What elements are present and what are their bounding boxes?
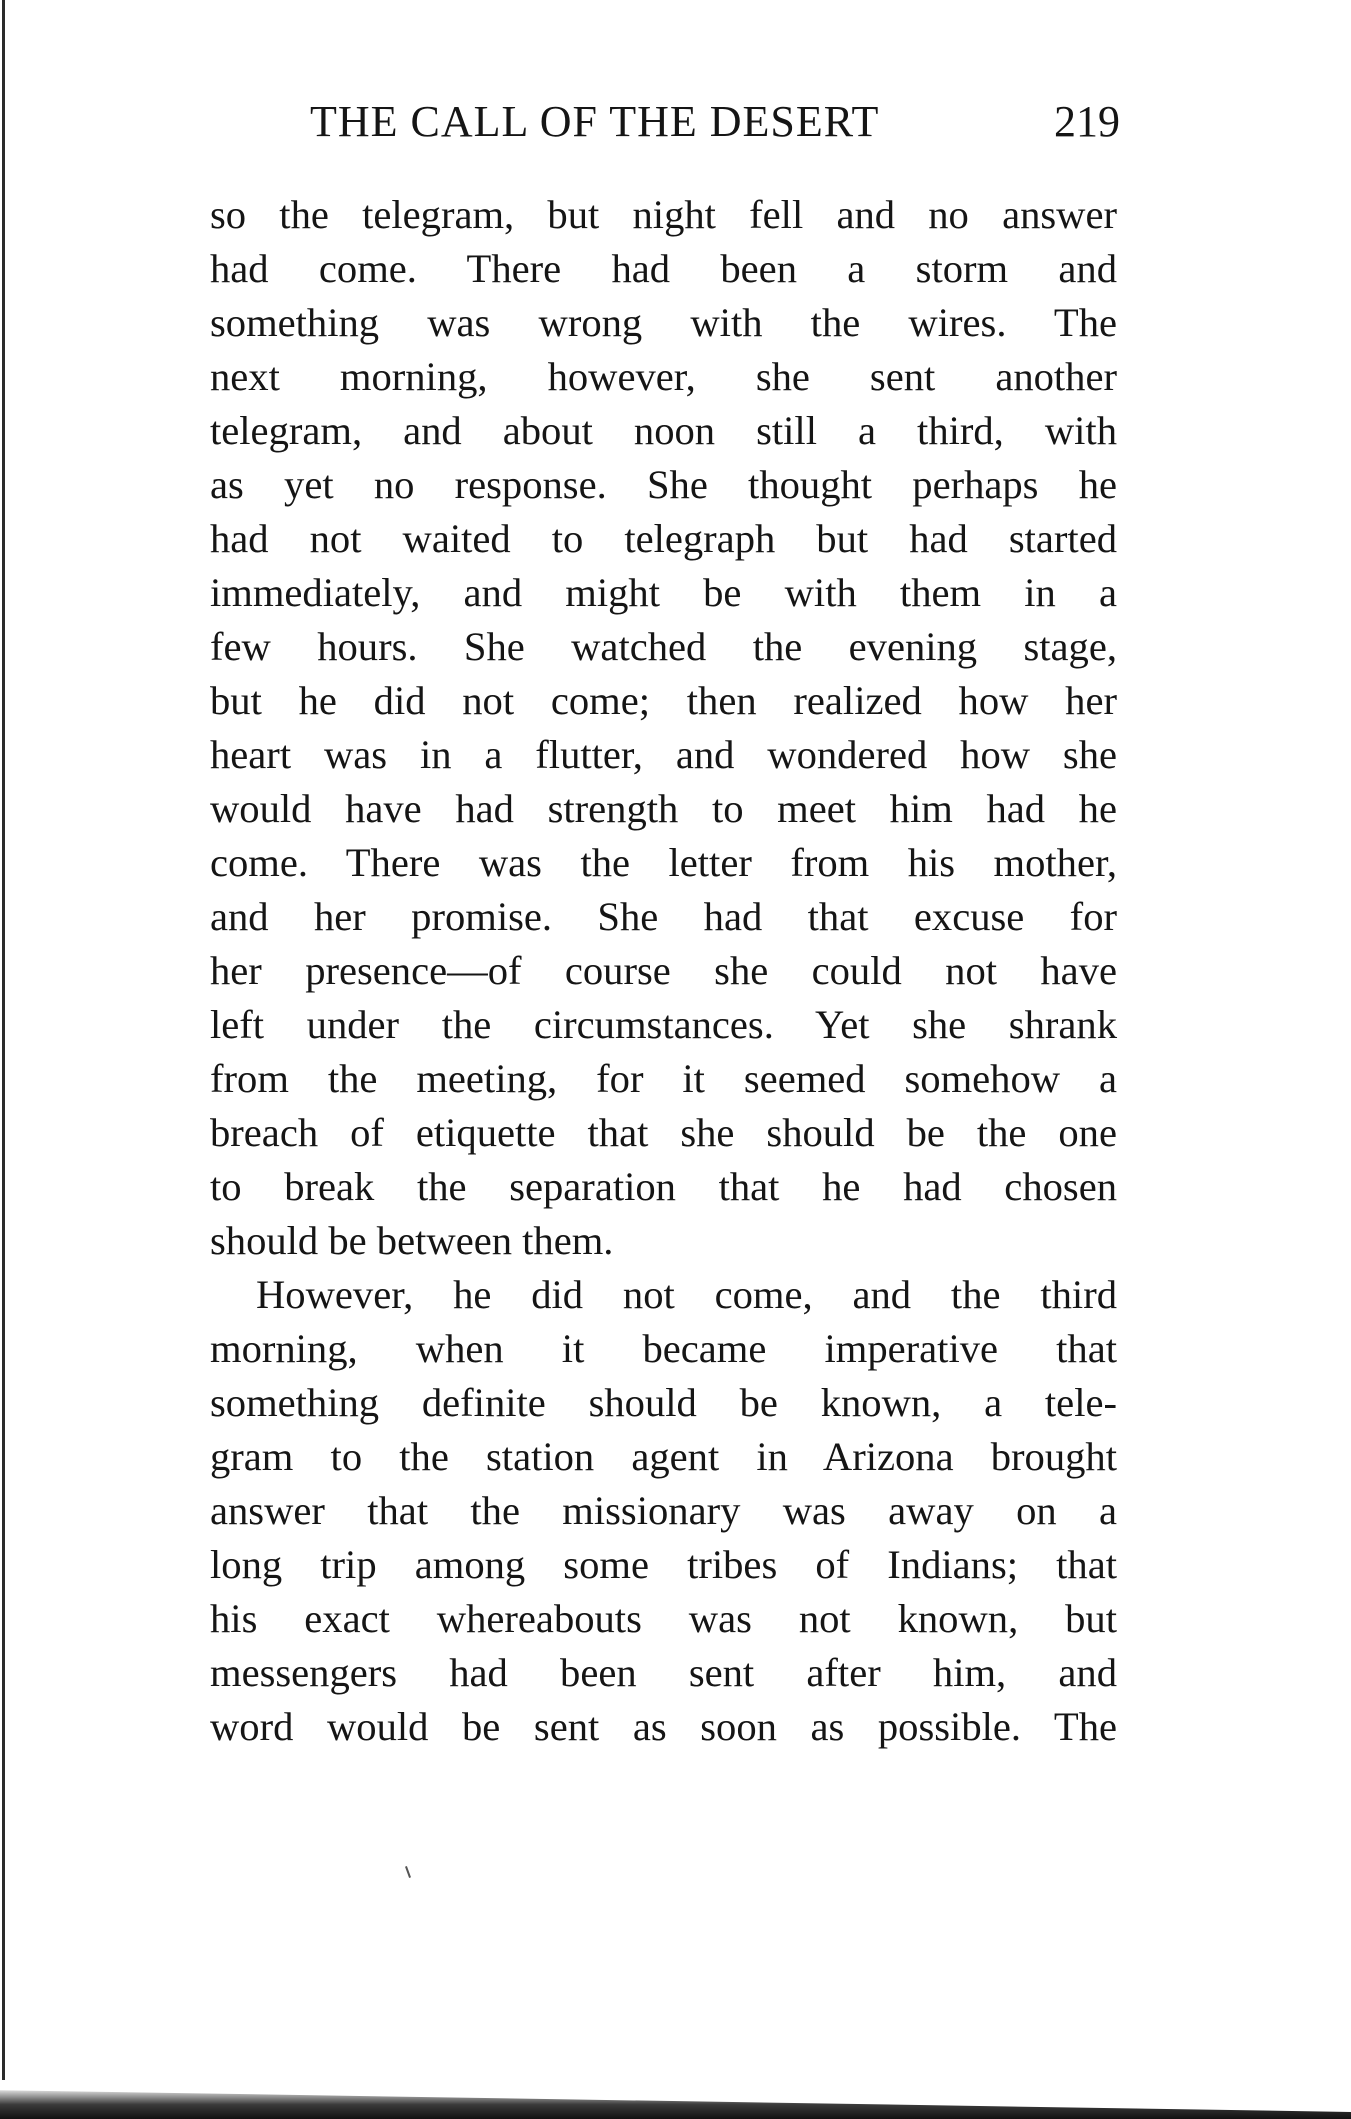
- text-line: something definite should be known, a tele-: [210, 1380, 1117, 1425]
- text-line: her presence—of course she could not have: [210, 948, 1117, 993]
- text-line: heart was in a flutter, and wondered how she: [210, 732, 1117, 777]
- text-line: something was wrong with the wires. The: [210, 300, 1117, 345]
- page-bottom-edge: [0, 2087, 1351, 2119]
- text-line: few hours. She watched the evening stage,: [210, 624, 1117, 669]
- running-head: [310, 96, 1120, 156]
- text-line: to break the separation that he had chosen: [210, 1164, 1117, 1209]
- text-line: However, he did not come, and the third: [256, 1272, 1117, 1317]
- text-line: answer that the missionary was away on a: [210, 1488, 1117, 1533]
- text-line: word would be sent as soon as possible. The: [210, 1704, 1117, 1749]
- text-line: messengers had been sent after him, and: [210, 1650, 1117, 1695]
- text-line: gram to the station agent in Arizona brought: [210, 1434, 1117, 1479]
- chapter-title: THE CALL OF THE DESERT: [310, 97, 880, 146]
- text-line: left under the circumstances. Yet she shrank: [210, 1002, 1117, 1047]
- text-line: his exact whereabouts was not known, but: [210, 1596, 1117, 1641]
- ink-speck: [405, 1866, 411, 1878]
- text-line: immediately, and might be with them in a: [210, 570, 1117, 615]
- text-line: should be between them.: [210, 1218, 614, 1263]
- text-line: come. There was the letter from his mother,: [210, 840, 1117, 885]
- text-line: had come. There had been a storm and: [210, 246, 1117, 291]
- page-number: 219: [1054, 97, 1120, 146]
- page-left-edge: [2, 0, 5, 2080]
- text-line: telegram, and about noon still a third, with: [210, 408, 1117, 453]
- text-line: morning, when it became imperative that: [210, 1326, 1117, 1371]
- text-line: next morning, however, she sent another: [210, 354, 1117, 399]
- text-line: had not waited to telegraph but had started: [210, 516, 1117, 561]
- text-line: but he did not come; then realized how her: [210, 678, 1117, 723]
- text-line: so the telegram, but night fell and no answer: [210, 192, 1117, 237]
- body-text: [210, 188, 1117, 1754]
- text-line: long trip among some tribes of Indians; that: [210, 1542, 1117, 1587]
- text-line: would have had strength to meet him had he: [210, 786, 1117, 831]
- text-line: from the meeting, for it seemed somehow a: [210, 1056, 1117, 1101]
- text-line: breach of etiquette that she should be the one: [210, 1110, 1117, 1155]
- text-line: as yet no response. She thought perhaps he: [210, 462, 1117, 507]
- text-line: and her promise. She had that excuse for: [210, 894, 1117, 939]
